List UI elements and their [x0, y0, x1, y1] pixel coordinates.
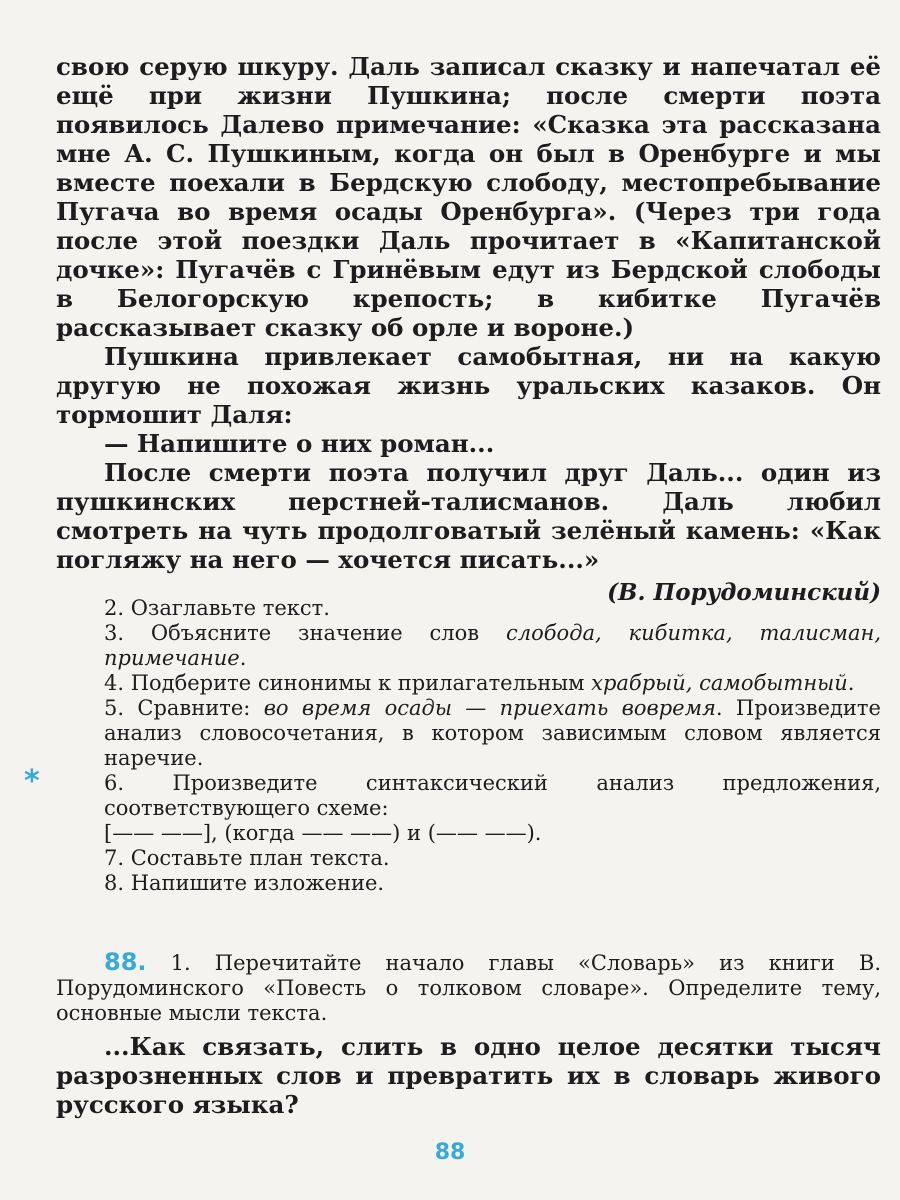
- exercise-number: 88.: [104, 948, 147, 976]
- exercise-88: [56, 950, 881, 1119]
- story-author: (В. Порудоминский): [607, 579, 881, 606]
- task-7: 7. Составьте план текста.: [104, 846, 390, 870]
- story-paragraph-4: После смерти поэта получил друг Даль... один из пушкинских перстней-талисманов. Даль любил смотреть на чуть продолговатый зелёный камень: «Как погляжу на него — хочется писать...»: [56, 458, 881, 574]
- exercise-88-instruction: 88. 1. Перечитайте начало главы «Словарь» из книги В. Порудоминского «Повесть о толковом словаре». Определите тему, основные мысли текста.: [56, 948, 881, 1025]
- asterisk-icon: *: [24, 764, 40, 799]
- task-5: 5. Сравните: во время осады — приехать вовремя. Произведите анализ словосочетания, в котором зависимым словом является наречие.: [104, 696, 881, 770]
- task-3: 3. Объясните значение слов слобода, кибитка, талисман, примечание.: [104, 621, 881, 670]
- task-5-words: во время осады — приехать вовремя: [263, 696, 716, 720]
- story-text: [56, 52, 881, 607]
- task-8: 8. Напишите изложение.: [104, 871, 385, 895]
- story-paragraph-1: свою серую шкуру. Даль записал сказку и напечатал её ещё при жизни Пушкина; после смерти поэта появилось Далево примечание: «Сказка эта рассказана мне А. С. Пушкиным, когда он был в Оренбурге и мы вместе поехали в Бердскую слободу, местопребывание Пугача во время осады Оренбурга». (Через три года после этой поездки Даль прочитает в «Капитанской дочке»: Пугачёв с Гринёвым едут из Бердской слободы в Белогорскую крепость; в кибитке Пугачёв рассказывает сказку об орле и вороне.): [56, 52, 881, 342]
- task-6: * 6. Произведите синтаксический анализ предложения, соответствующего схеме:: [24, 764, 881, 820]
- task-3-words: слобода, кибитка, талисман, примечание: [104, 621, 881, 670]
- task-2: 2. Озаглавьте текст.: [104, 596, 330, 620]
- sentence-scheme: [—— ——], (когда —— ——) и (—— ——).: [104, 821, 542, 845]
- exercise-88-quote: ...Как связать, слить в одно целое десятки тысяч разрозненных слов и превратить их в словарь живого русского языка?: [56, 1032, 881, 1119]
- page-number: 88: [434, 1140, 466, 1165]
- task-4: 4. Подберите синонимы к прилагательным храбрый, самобытный.: [104, 671, 855, 695]
- task-4-words: храбрый, самобытный: [591, 671, 848, 695]
- story-paragraph-3: — Напишите о них роман...: [104, 429, 495, 458]
- story-paragraph-2: Пушкина привлекает самобытная, ни на какую другую не похожая жизнь уральских казаков. Он тормошит Даля:: [56, 342, 881, 429]
- task-list: [24, 596, 881, 896]
